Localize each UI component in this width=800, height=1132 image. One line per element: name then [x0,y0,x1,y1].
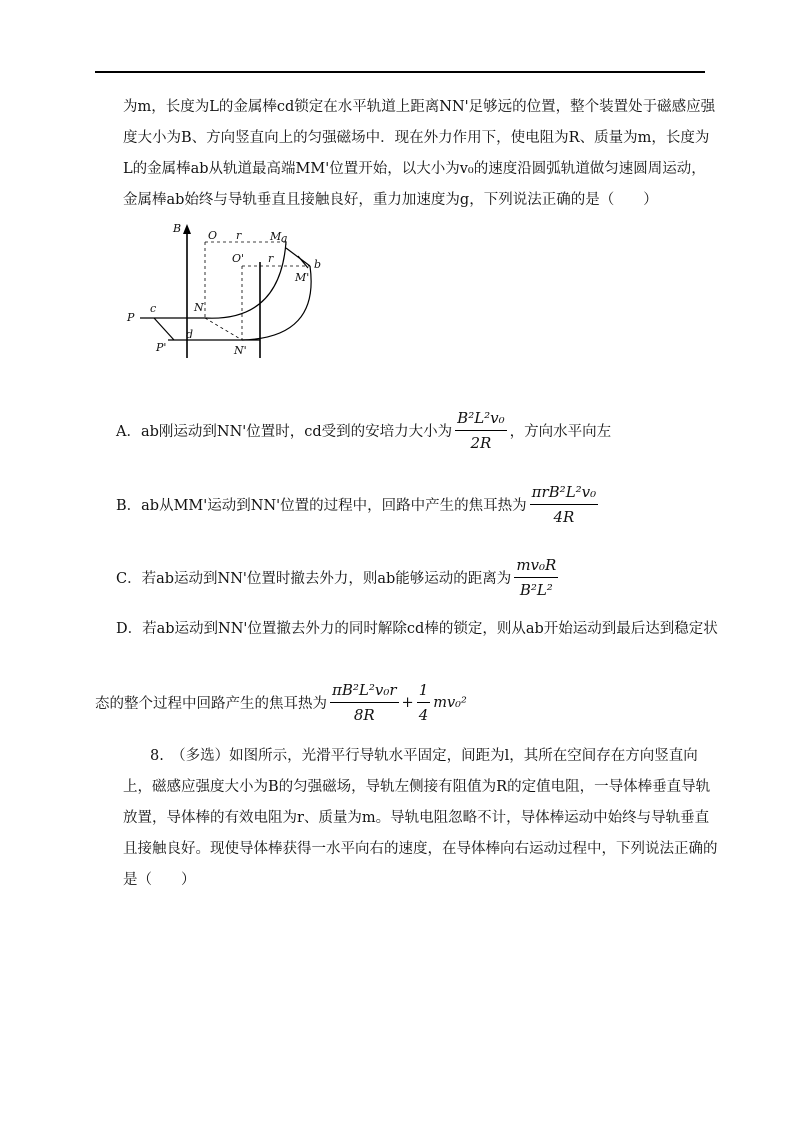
q8-line-1: 8. （多选）如图所示，光滑平行导轨水平固定，间距为l，其所在空间存在方向竖直向 [150,748,698,764]
option-c-den: B²L² [519,581,553,599]
dash-diag [205,318,242,340]
option-d-den2: 4 [418,706,429,724]
option-d-plus: + [401,694,414,711]
fig-label-n: N [194,301,204,314]
q8-line-5: 是（ ） [123,872,196,888]
circuit-figure [120,218,330,363]
option-b-text: B．ab从MM'运动到NN'位置的过程中，回路中产生的焦耳热为 [116,498,527,514]
header-rule [95,71,705,73]
option-b-fraction [530,482,599,527]
option-b-num: πrB²L²v₀ [530,482,599,505]
option-d-tail: mv₀² [433,694,467,711]
fig-label-b: b [314,258,322,271]
top-bar [286,248,310,266]
option-d-fraction-2 [417,680,431,725]
rod-cd [154,318,174,340]
option-a-tail: ，方向水平向左 [509,424,612,440]
option-c-text: C．若ab运动到NN'位置时撤去外力，则ab能够运动的距离为 [116,571,512,587]
fig-label-r2: r [268,252,274,265]
option-b[interactable] [116,482,601,527]
intro-line-1: 为m，长度为L的金属棒cd锁定在水平轨道上距离NN'足够远的位置，整个装置处于磁感应强 [123,99,716,115]
option-a[interactable] [116,408,611,453]
option-a-num: B²L²v₀ [455,408,507,431]
q8-line-2: 上，磁感应强度大小为B的匀强磁场，导轨左侧接有阻值为R的定值电阻，一导体棒垂直导轨 [123,779,711,795]
fig-label-o2: O' [232,252,245,265]
option-a-text: A．ab刚运动到NN'位置时，cd受到的安培力大小为 [116,424,453,440]
option-a-fraction [455,408,507,453]
fig-label-a: a [281,232,288,245]
intro-line-3: L的金属棒ab从轨道最高端MM'位置开始，以大小为v₀的速度沿圆弧轨道做匀速圆周运动， [123,161,706,177]
fig-label-m2: M' [295,271,310,284]
b-arrow [183,224,191,234]
fig-label-m: M [270,230,282,243]
inner-arc [205,242,286,318]
option-c-num: mv₀R [514,555,558,578]
fig-label-b-field: B [173,222,182,235]
option-d-line-1[interactable]: D．若ab运动到NN'位置撤去外力的同时解除cd棒的锁定，则从ab开始运动到最后达到稳定状 [116,621,718,637]
fig-label-c: c [150,302,157,315]
fig-label-p: P [127,311,135,324]
fig-label-r1: r [236,229,242,242]
option-d-text: 态的整个过程中回路产生的焦耳热为 [95,696,327,712]
q8-line-3: 放置，导体棒的有效电阻为r、质量为m。导轨电阻忽略不计，导体棒运动中始终与导轨垂直 [123,810,710,826]
fig-label-n2: N' [234,344,247,357]
intro-line-4: 金属棒ab始终与导轨垂直且接触良好，重力加速度为g，下列说法正确的是（ ） [123,192,658,208]
fig-label-d: d [186,328,194,341]
fig-label-o: O [208,229,218,242]
option-d-num: πB²L²v₀r [330,680,399,703]
option-c-fraction [514,555,558,600]
intro-line-2: 度大小为B、方向竖直向上的匀强磁场中．现在外力作用下，使电阻为R、质量为m，长度为 [123,130,710,146]
fig-label-p2: P' [156,341,167,354]
option-d-line-2[interactable] [95,680,467,725]
option-c[interactable] [116,555,561,600]
option-d-den: 8R [353,706,375,724]
option-a-den: 2R [470,434,492,452]
option-b-den: 4R [553,508,575,526]
option-d-fraction [330,680,399,725]
option-d-num2: 1 [417,680,431,703]
q8-line-4: 且接触良好。现使导体棒获得一水平向右的速度，在导体棒向右运动过程中，下列说法正确的 [123,841,718,857]
